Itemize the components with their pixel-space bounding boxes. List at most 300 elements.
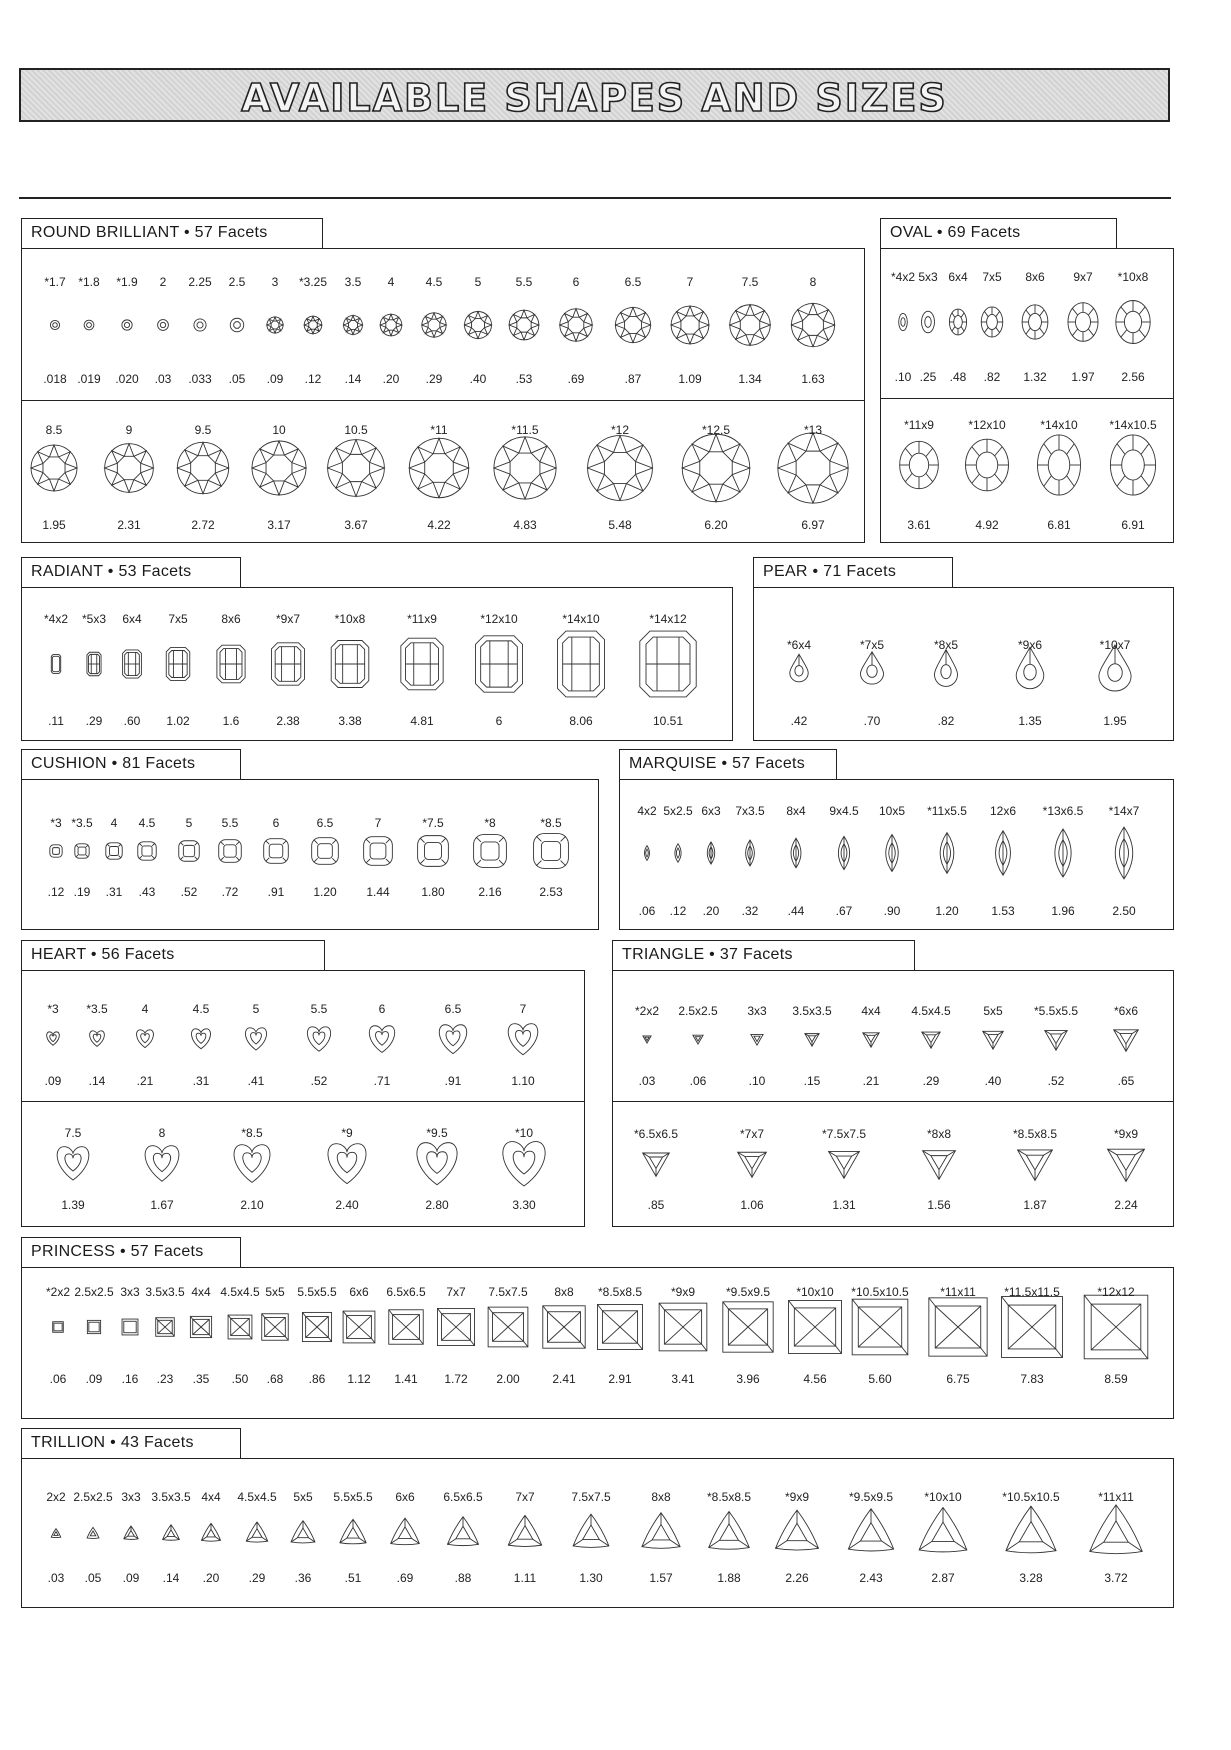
heart-size-label: 6.5 xyxy=(444,1002,462,1016)
cushion-size-label: 5.5 xyxy=(221,816,239,830)
pear-size-label: *7x5 xyxy=(859,638,885,652)
pear-carat-label: 1.35 xyxy=(1018,714,1042,728)
round-carat-label: .53 xyxy=(515,372,533,386)
heart-size-label: 8 xyxy=(158,1126,166,1140)
princess-carat-label: 4.56 xyxy=(803,1372,827,1386)
oval-carat-label: .25 xyxy=(919,370,937,384)
trillion-section-name: TRILLION xyxy=(31,1434,106,1451)
round-size-label: *1.7 xyxy=(44,275,66,289)
trillion-carat-label: 3.28 xyxy=(1019,1571,1043,1585)
round-facet-count: • 57 Facets xyxy=(183,224,268,241)
marquise-size-label: *13x6.5 xyxy=(1042,804,1084,818)
round-size-label: 3 xyxy=(271,275,279,289)
princess-size-label: *12x12 xyxy=(1097,1285,1135,1299)
trillion-gem-outline xyxy=(391,1518,420,1545)
princess-size-label: 4x4 xyxy=(191,1285,211,1299)
trillion-size-label: *10x10 xyxy=(924,1490,962,1504)
trillion-size-label: 5x5 xyxy=(293,1490,313,1504)
trillion-carat-label: 3.72 xyxy=(1104,1571,1128,1585)
marquise-carat-label: .44 xyxy=(787,904,805,918)
pear-size-label: *8x5 xyxy=(933,638,959,652)
triangle-facet-count: • 37 Facets xyxy=(709,946,793,963)
heart-size-label: 5 xyxy=(252,1002,260,1016)
triangle-size-label: *6.5x6.5 xyxy=(633,1127,679,1141)
trillion-carat-label: .29 xyxy=(248,1571,266,1585)
marquise-carat-label: 1.20 xyxy=(935,904,959,918)
triangle-size-label: *9x9 xyxy=(1113,1127,1139,1141)
triangle-carat-label: .06 xyxy=(689,1074,707,1088)
cushion-size-label: *8.5 xyxy=(540,816,562,830)
princess-carat-label: 1.72 xyxy=(444,1372,468,1386)
heart-carat-label: .41 xyxy=(247,1074,265,1088)
round-carat-label: 2.72 xyxy=(191,518,215,532)
triangle-carat-label: .85 xyxy=(647,1198,665,1212)
trillion-gem-outline xyxy=(573,1514,609,1547)
oval-carat-label: 6.91 xyxy=(1121,518,1145,532)
marquise-section-name: MARQUISE xyxy=(629,755,717,772)
triangle-size-label: *8.5x8.5 xyxy=(1012,1127,1058,1141)
trillion-size-label: 7x7 xyxy=(515,1490,535,1504)
oval-size-label: *11x9 xyxy=(904,418,934,432)
trillion-gem-outline xyxy=(1006,1506,1056,1553)
round-size-label: 4.5 xyxy=(425,275,443,289)
princess-carat-label: 2.00 xyxy=(496,1372,520,1386)
trillion-gem-outline xyxy=(1090,1505,1142,1554)
oval-carat-label: 6.81 xyxy=(1047,518,1071,532)
princess-section-name: PRINCESS xyxy=(31,1243,116,1260)
heart-carat-label: .14 xyxy=(88,1074,106,1088)
radiant-carat-label: 6 xyxy=(495,714,503,728)
triangle-size-label: *5.5x5.5 xyxy=(1033,1004,1079,1018)
trillion-gem-outline xyxy=(124,1526,138,1539)
princess-size-label: 3.5x3.5 xyxy=(145,1285,185,1299)
heart-carat-label: .52 xyxy=(310,1074,328,1088)
trillion-gem-outline xyxy=(246,1522,267,1542)
round-carat-label: .033 xyxy=(188,372,212,386)
princess-size-label: *11x11 xyxy=(940,1285,976,1299)
oval-size-label: 9x7 xyxy=(1073,270,1093,284)
marquise-size-label: *11x5.5 xyxy=(927,804,967,818)
oval-size-label: *4x2 xyxy=(890,270,916,284)
marquise-carat-label: 2.50 xyxy=(1112,904,1136,918)
round-carat-label: .09 xyxy=(266,372,284,386)
radiant-size-label: *12x10 xyxy=(480,612,518,626)
triangle-size-label: 2.5x2.5 xyxy=(678,1004,718,1018)
trillion-size-label: 7.5x7.5 xyxy=(571,1490,611,1504)
round-carat-label: .018 xyxy=(43,372,67,386)
heart-size-label: *8.5 xyxy=(241,1126,263,1140)
heart-size-label: *3 xyxy=(47,1002,59,1016)
triangle-size-label: *7.5x7.5 xyxy=(821,1127,867,1141)
round-size-label: *1.9 xyxy=(116,275,138,289)
round-size-label: 10.5 xyxy=(344,423,368,437)
triangle-size-label: *6x6 xyxy=(1113,1004,1139,1018)
heart-carat-label: .31 xyxy=(192,1074,210,1088)
oval-size-label: 6x4 xyxy=(948,270,968,284)
heart-size-label: 5.5 xyxy=(310,1002,328,1016)
round-size-label: 10 xyxy=(272,423,286,437)
princess-carat-label: .06 xyxy=(49,1372,67,1386)
triangle-size-label: 5x5 xyxy=(983,1004,1003,1018)
princess-carat-label: 2.41 xyxy=(552,1372,576,1386)
trillion-size-label: 3.5x3.5 xyxy=(151,1490,191,1504)
trillion-carat-label: .69 xyxy=(396,1571,414,1585)
cushion-carat-label: 1.80 xyxy=(421,885,445,899)
marquise-facet-count: • 57 Facets xyxy=(721,755,806,772)
pear-size-label: *6x4 xyxy=(786,638,812,652)
princess-size-label: *11.5x11.5 xyxy=(1004,1285,1060,1299)
radiant-size-label: *4x2 xyxy=(43,612,69,626)
princess-carat-label: 3.41 xyxy=(671,1372,695,1386)
trillion-size-label: *10.5x10.5 xyxy=(1002,1490,1060,1504)
trillion-gem-outline xyxy=(642,1513,680,1549)
heart-carat-label: .71 xyxy=(373,1074,391,1088)
triangle-carat-label: .15 xyxy=(803,1074,821,1088)
cushion-size-label: *7.5 xyxy=(422,816,444,830)
round-size-label: 9.5 xyxy=(194,423,212,437)
radiant-carat-label: 4.81 xyxy=(410,714,434,728)
radiant-facet-count: • 53 Facets xyxy=(107,563,192,580)
radiant-carat-label: .11 xyxy=(48,714,64,728)
trillion-size-label: 4.5x4.5 xyxy=(237,1490,277,1504)
triangle-carat-label: .03 xyxy=(638,1074,656,1088)
marquise-carat-label: .32 xyxy=(741,904,759,918)
trillion-carat-label: .09 xyxy=(122,1571,140,1585)
marquise-size-label: 5x2.5 xyxy=(663,804,693,818)
round-size-label: 9 xyxy=(125,423,133,437)
triangle-carat-label: .21 xyxy=(862,1074,880,1088)
triangle-carat-label: 2.24 xyxy=(1114,1198,1138,1212)
round-carat-label: 1.09 xyxy=(678,372,702,386)
triangle-carat-label: .10 xyxy=(748,1074,766,1088)
triangle-carat-label: .40 xyxy=(984,1074,1002,1088)
marquise-carat-label: 1.53 xyxy=(991,904,1015,918)
triangle-size-label: 4.5x4.5 xyxy=(911,1004,951,1018)
round-size-label: *12.5 xyxy=(701,423,731,437)
heart-carat-label: 1.67 xyxy=(150,1198,174,1212)
round-size-label: *11.5 xyxy=(511,423,539,437)
oval-size-label: 5x3 xyxy=(918,270,938,284)
trillion-size-label: 2.5x2.5 xyxy=(73,1490,113,1504)
radiant-carat-label: 2.38 xyxy=(276,714,300,728)
triangle-size-label: 4x4 xyxy=(861,1004,881,1018)
radiant-size-label: *14x10 xyxy=(562,612,600,626)
round-section-name: ROUND BRILLIANT xyxy=(31,224,180,241)
oval-carat-label: 2.56 xyxy=(1121,370,1145,384)
round-carat-label: 1.34 xyxy=(738,372,762,386)
trillion-size-label: 2x2 xyxy=(46,1490,66,1504)
radiant-size-label: *9x7 xyxy=(275,612,301,626)
heart-size-label: 7.5 xyxy=(64,1126,82,1140)
trillion-gem-outline xyxy=(340,1519,366,1543)
oval-carat-label: 1.32 xyxy=(1023,370,1047,384)
cushion-size-label: 4 xyxy=(110,816,118,830)
princess-size-label: *9x9 xyxy=(670,1285,696,1299)
oval-facet-count: • 69 Facets xyxy=(936,224,1021,241)
oval-carat-label: 4.92 xyxy=(975,518,999,532)
oval-section-name: OVAL xyxy=(890,224,933,241)
heart-carat-label: 2.80 xyxy=(425,1198,449,1212)
round-size-label: *12 xyxy=(610,423,630,437)
trillion-gem-outline xyxy=(201,1523,220,1541)
princess-carat-label: 1.41 xyxy=(394,1372,418,1386)
cushion-size-label: 6 xyxy=(272,816,280,830)
round-size-label: *13 xyxy=(803,423,823,437)
triangle-size-label: 3.5x3.5 xyxy=(792,1004,832,1018)
triangle-carat-label: .52 xyxy=(1047,1074,1065,1088)
trillion-gem-outline xyxy=(51,1529,61,1538)
cushion-carat-label: 2.16 xyxy=(478,885,502,899)
cushion-carat-label: 1.20 xyxy=(313,885,337,899)
round-size-label: *1.8 xyxy=(78,275,100,289)
cushion-size-label: 5 xyxy=(185,816,193,830)
trillion-carat-label: .05 xyxy=(84,1571,102,1585)
cushion-carat-label: .31 xyxy=(105,885,123,899)
heart-carat-label: .09 xyxy=(44,1074,62,1088)
cushion-facet-count: • 81 Facets xyxy=(111,755,196,772)
round-carat-label: 6.97 xyxy=(801,518,825,532)
princess-size-label: *9.5x9.5 xyxy=(725,1285,771,1299)
princess-carat-label: 1.12 xyxy=(347,1372,371,1386)
round-size-label: 5 xyxy=(474,275,482,289)
trillion-size-label: 4x4 xyxy=(201,1490,221,1504)
trillion-carat-label: 2.26 xyxy=(785,1571,809,1585)
cushion-carat-label: .12 xyxy=(47,885,65,899)
round-size-label: 4 xyxy=(387,275,395,289)
heart-carat-label: 2.10 xyxy=(240,1198,264,1212)
heart-size-label: 7 xyxy=(519,1002,527,1016)
pear-carat-label: .42 xyxy=(790,714,808,728)
heart-carat-label: 1.39 xyxy=(61,1198,85,1212)
trillion-carat-label: 1.88 xyxy=(717,1571,741,1585)
round-carat-label: .87 xyxy=(624,372,642,386)
princess-carat-label: .16 xyxy=(121,1372,139,1386)
triangle-size-label: *8x8 xyxy=(926,1127,952,1141)
trillion-carat-label: .14 xyxy=(162,1571,180,1585)
princess-size-label: 5.5x5.5 xyxy=(297,1285,337,1299)
page-title: AVAILABLE SHAPES AND SIZES xyxy=(241,76,948,120)
round-carat-label: 5.48 xyxy=(608,518,632,532)
round-carat-label: .20 xyxy=(382,372,400,386)
princess-size-label: *10.5x10.5 xyxy=(851,1285,909,1299)
marquise-carat-label: .20 xyxy=(702,904,720,918)
princess-size-label: 6x6 xyxy=(349,1285,369,1299)
radiant-carat-label: 1.02 xyxy=(166,714,190,728)
cushion-carat-label: 1.44 xyxy=(366,885,390,899)
trillion-size-label: *11x11 xyxy=(1098,1490,1134,1504)
oval-carat-label: 3.61 xyxy=(907,518,931,532)
marquise-carat-label: 1.96 xyxy=(1051,904,1075,918)
trillion-gem-outline xyxy=(919,1508,967,1552)
triangle-carat-label: 1.56 xyxy=(927,1198,951,1212)
cushion-size-label: 7 xyxy=(374,816,382,830)
cushion-size-label: *3 xyxy=(50,816,62,830)
heart-section-name: HEART xyxy=(31,946,87,963)
triangle-carat-label: 1.31 xyxy=(832,1198,856,1212)
trillion-gem-outline xyxy=(709,1511,750,1549)
heart-carat-label: 3.30 xyxy=(512,1198,536,1212)
marquise-size-label: 8x4 xyxy=(786,804,806,818)
princess-carat-label: .68 xyxy=(266,1372,284,1386)
princess-size-label: *10x10 xyxy=(796,1285,834,1299)
cushion-size-label: *3.5 xyxy=(71,816,93,830)
triangle-carat-label: .65 xyxy=(1117,1074,1135,1088)
round-size-label: 7.5 xyxy=(741,275,759,289)
heart-carat-label: 1.10 xyxy=(511,1074,535,1088)
cushion-size-label: *8 xyxy=(484,816,496,830)
heart-size-label: 6 xyxy=(378,1002,386,1016)
pear-carat-label: 1.95 xyxy=(1103,714,1127,728)
princess-size-label: 2.5x2.5 xyxy=(74,1285,114,1299)
radiant-carat-label: .60 xyxy=(123,714,141,728)
radiant-carat-label: 8.06 xyxy=(569,714,593,728)
cushion-size-label: 4.5 xyxy=(138,816,156,830)
cushion-carat-label: .72 xyxy=(221,885,239,899)
marquise-size-label: 10x5 xyxy=(878,804,906,818)
princess-size-label: 6.5x6.5 xyxy=(386,1285,426,1299)
trillion-facet-count: • 43 Facets xyxy=(110,1434,194,1451)
round-carat-label: .69 xyxy=(567,372,585,386)
pear-facet-count: • 71 Facets xyxy=(812,563,897,580)
radiant-size-label: *5x3 xyxy=(81,612,107,626)
round-carat-label: 4.22 xyxy=(427,518,451,532)
round-size-label: 6 xyxy=(572,275,580,289)
marquise-carat-label: .90 xyxy=(883,904,901,918)
triangle-section-name: TRIANGLE xyxy=(622,946,705,963)
marquise-size-label: *14x7 xyxy=(1108,804,1140,818)
round-size-label: 2.5 xyxy=(228,275,246,289)
cushion-carat-label: .52 xyxy=(180,885,198,899)
marquise-carat-label: .12 xyxy=(669,904,687,918)
radiant-carat-label: 3.38 xyxy=(338,714,362,728)
round-carat-label: .05 xyxy=(228,372,246,386)
round-carat-label: 4.83 xyxy=(513,518,537,532)
trillion-carat-label: .88 xyxy=(454,1571,472,1585)
oval-size-label: *14x10 xyxy=(1040,418,1078,432)
trillion-size-label: *9.5x9.5 xyxy=(848,1490,894,1504)
trillion-gem-outline xyxy=(163,1525,180,1541)
oval-size-label: *10x8 xyxy=(1117,270,1149,284)
heart-carat-label: .21 xyxy=(136,1074,154,1088)
heart-size-label: *10 xyxy=(514,1126,534,1140)
trillion-gem-outline xyxy=(447,1517,478,1546)
round-size-label: 8 xyxy=(809,275,817,289)
pear-section-name: PEAR xyxy=(763,563,808,580)
princess-carat-label: .50 xyxy=(231,1372,249,1386)
princess-carat-label: 2.91 xyxy=(608,1372,632,1386)
triangle-size-label: 3x3 xyxy=(747,1004,767,1018)
round-carat-label: .29 xyxy=(425,372,443,386)
princess-size-label: 4.5x4.5 xyxy=(220,1285,260,1299)
oval-size-label: 7x5 xyxy=(982,270,1002,284)
round-carat-label: .020 xyxy=(115,372,139,386)
trillion-size-label: 3x3 xyxy=(121,1490,141,1504)
trillion-gem-outline xyxy=(508,1515,541,1546)
trillion-carat-label: .51 xyxy=(344,1571,362,1585)
triangle-carat-label: 1.87 xyxy=(1023,1198,1047,1212)
heart-size-label: *9 xyxy=(341,1126,353,1140)
triangle-carat-label: .29 xyxy=(922,1074,940,1088)
trillion-carat-label: 1.11 xyxy=(513,1571,537,1585)
pear-carat-label: .70 xyxy=(863,714,881,728)
princess-carat-label: 3.96 xyxy=(736,1372,760,1386)
oval-size-label: *12x10 xyxy=(968,418,1006,432)
round-size-label: 8.5 xyxy=(45,423,63,437)
triangle-size-label: *7x7 xyxy=(739,1127,765,1141)
trillion-size-label: *8.5x8.5 xyxy=(706,1490,752,1504)
marquise-size-label: 7x3.5 xyxy=(735,804,765,818)
marquise-size-label: 6x3 xyxy=(701,804,721,818)
triangle-carat-label: 1.06 xyxy=(740,1198,764,1212)
trillion-size-label: 6.5x6.5 xyxy=(443,1490,483,1504)
princess-carat-label: 7.83 xyxy=(1020,1372,1044,1386)
princess-size-label: 5x5 xyxy=(265,1285,285,1299)
round-carat-label: 3.67 xyxy=(344,518,368,532)
radiant-size-label: 8x6 xyxy=(221,612,241,626)
round-size-label: *11 xyxy=(430,423,448,437)
oval-size-label: *14x10.5 xyxy=(1109,418,1157,432)
radiant-size-label: *14x12 xyxy=(649,612,687,626)
oval-carat-label: .48 xyxy=(949,370,967,384)
princess-size-label: *2x2 xyxy=(45,1285,71,1299)
round-size-label: *3.25 xyxy=(298,275,328,289)
trillion-gem-outline xyxy=(848,1509,893,1551)
heart-carat-label: .91 xyxy=(444,1074,462,1088)
princess-carat-label: 8.59 xyxy=(1104,1372,1128,1386)
round-carat-label: .14 xyxy=(344,372,362,386)
princess-facet-count: • 57 Facets xyxy=(119,1243,204,1260)
oval-carat-label: .82 xyxy=(983,370,1001,384)
heart-size-label: 4 xyxy=(141,1002,149,1016)
pear-size-label: *10x7 xyxy=(1099,638,1131,652)
marquise-carat-label: .67 xyxy=(835,904,853,918)
cushion-carat-label: .19 xyxy=(73,885,91,899)
princess-size-label: *8.5x8.5 xyxy=(597,1285,643,1299)
trillion-carat-label: .36 xyxy=(294,1571,312,1585)
heart-carat-label: 2.40 xyxy=(335,1198,359,1212)
radiant-section-name: RADIANT xyxy=(31,563,104,580)
trillion-size-label: 6x6 xyxy=(395,1490,415,1504)
round-carat-label: 2.31 xyxy=(117,518,141,532)
trillion-carat-label: .20 xyxy=(202,1571,220,1585)
cushion-section-name: CUSHION xyxy=(31,755,107,772)
heart-size-label: *9.5 xyxy=(426,1126,448,1140)
round-carat-label: 1.95 xyxy=(42,518,66,532)
trillion-carat-label: 1.30 xyxy=(579,1571,603,1585)
radiant-size-label: 6x4 xyxy=(122,612,142,626)
princess-carat-label: .86 xyxy=(308,1372,326,1386)
princess-size-label: 3x3 xyxy=(120,1285,140,1299)
round-carat-label: 1.63 xyxy=(801,372,825,386)
trillion-gem-outline xyxy=(776,1510,819,1550)
princess-size-label: 7x7 xyxy=(446,1285,466,1299)
round-size-label: 3.5 xyxy=(344,275,362,289)
trillion-carat-label: .03 xyxy=(47,1571,65,1585)
heart-size-label: *3.5 xyxy=(86,1002,108,1016)
trillion-gem-outline xyxy=(291,1521,315,1543)
radiant-carat-label: 10.51 xyxy=(652,714,684,728)
cushion-carat-label: 2.53 xyxy=(539,885,563,899)
princess-carat-label: .35 xyxy=(192,1372,210,1386)
trillion-gem-outline xyxy=(87,1527,99,1538)
round-size-label: 5.5 xyxy=(515,275,533,289)
round-carat-label: 6.20 xyxy=(704,518,728,532)
round-size-label: 2.25 xyxy=(188,275,212,289)
round-carat-label: 3.17 xyxy=(267,518,291,532)
radiant-size-label: 7x5 xyxy=(168,612,188,626)
radiant-carat-label: 1.6 xyxy=(222,714,240,728)
marquise-size-label: 9x4.5 xyxy=(829,804,859,818)
